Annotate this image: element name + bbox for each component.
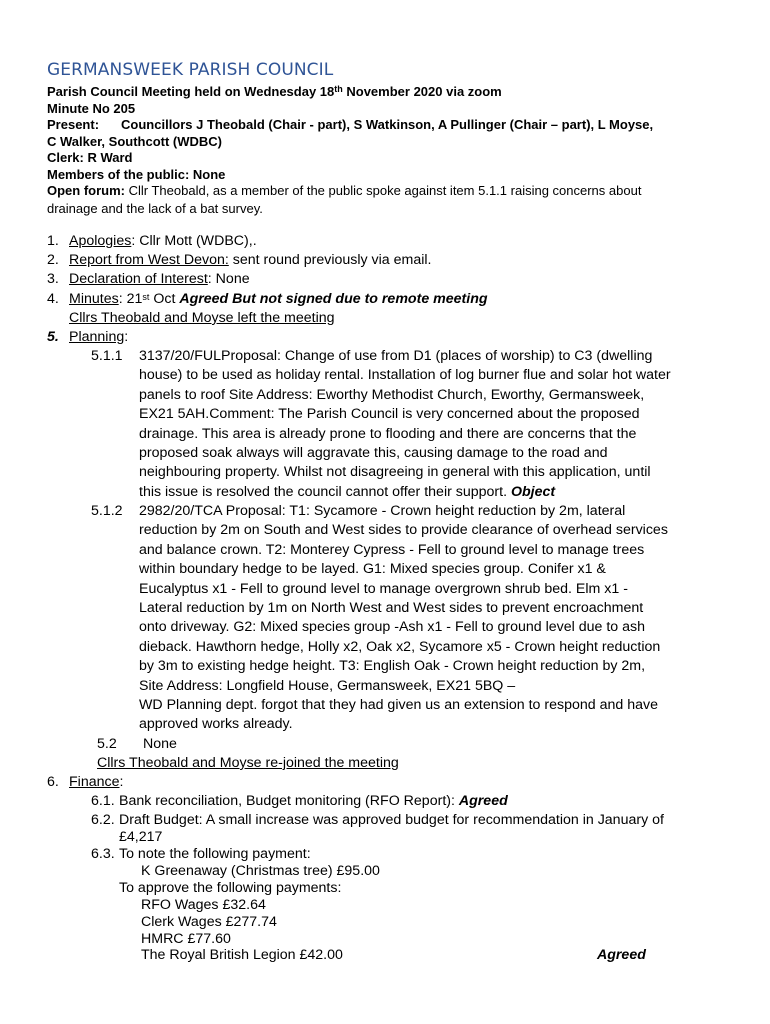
planning-512-text: 2982/20/TCA Proposal: T1: Sycamore - Crown height reduction by 2m, lateral reduction by 2m on South and West sides to provide clearance of overhead services and balance crown. T2: Monterey Cypress - Fell to ground level to manage trees within boundary hedge to be layed. G1: Mixed species group. Conifer x1 & Eucalyptus x1 - Fell to ground level to manage overgrown shrub bed. Elm x1 - Lateral reduction by 1m on North West and West sides to prevent encroachment onto driveway. G2: Mixed species group -Ash x1 - Fell to ground level due to ash dieback. Hawthorn hedge, Holly x2, Oak x2, Sycamore x5 - Crown height reduction by 3m to existing hedge height. T3: English Oak - Crown height reduction by 2m, Site Address: Longfield House, Germansweek, EX21 5BQ – WD Planning dept. forgot that they had given us an extension to respond and have approved works already. (139, 503, 668, 733)
item-number: 3. (47, 271, 59, 287)
finance-63-note: To note the following payment: (119, 846, 311, 862)
open-forum-line-2: drainage and the lack of a bat survey. (47, 201, 263, 216)
planning-52-text: None (143, 736, 177, 752)
item-apologies: Apologies: Cllr Mott (WDBC),. (69, 233, 257, 249)
finance-62-text: Draft Budget: A small increase was approved budget for recommendation in January of (119, 812, 664, 828)
left-meeting-note: Cllrs Theobald and Moyse left the meeting (69, 310, 335, 326)
open-forum-line: Open forum: Cllr Theobald, as a member of the public spoke against item 5.1.1 raising concerns about (47, 183, 642, 198)
finance-63-approve: To approve the following payments: (119, 880, 342, 896)
payment-item: HMRC £77.60 (141, 931, 231, 947)
subitem-number: 5.1.2 (91, 503, 123, 519)
rejoined-meeting-note: Cllrs Theobald and Moyse re-joined the meeting (97, 755, 399, 771)
subitem-number: 6.1. (91, 793, 115, 809)
item-planning: Planning: (69, 329, 129, 345)
noted-payment: K Greenaway (Christmas tree) £95.00 (141, 863, 380, 879)
item-number: 1. (47, 233, 59, 249)
meeting-line: Parish Council Meeting held on Wednesday 18th November 2020 via zoom (47, 84, 502, 99)
planning-511-text: 3137/20/FULProposal: Change of use from D1 (places of worship) to C3 (dwelling house) to be used as holiday rental. Installation of log burner flue and solar hot water panels to roof Site Address: Eworthy Methodist Church, Eworthy, Germansweek, EX21 5AH.Comment: The Parish Council is very concerned about the proposed drainage. This area is already prone to flooding and there are concerns that the proposed soak always will aggravate this, causing damage to the road and neighbouring property. Whilst not disagreeing in general with this application, until this issue is resolved the council cannot offer their support. Object (139, 348, 671, 500)
subitem-number: 5.1.1 (91, 348, 123, 364)
payment-item: The Royal British Legion £42.00 (141, 947, 343, 963)
subitem-number: 5.2 (97, 736, 117, 752)
item-number: 4. (47, 291, 59, 307)
item-declaration: Declaration of Interest: None (69, 271, 250, 287)
clerk-line: Clerk: R Ward (47, 150, 133, 165)
present-line-2: C Walker, Southcott (WDBC) (47, 134, 223, 149)
item-number: 5. (47, 329, 59, 345)
item-number: 2. (47, 252, 59, 268)
finance-61-text: Bank reconciliation, Budget monitoring (RFO Report): Agreed (119, 793, 508, 809)
payment-item: Clerk Wages £277.74 (141, 914, 277, 930)
item-finance: Finance: (69, 774, 124, 790)
minute-number: Minute No 205 (47, 101, 136, 116)
document-title: GERMANSWEEK PARISH COUNCIL (47, 60, 334, 80)
payment-item: RFO Wages £32.64 (141, 897, 266, 913)
item-minutes: Minutes: 21st Oct Agreed But not signed due to remote meeting (69, 291, 488, 307)
item-report: Report from West Devon: sent round previously via email. (69, 252, 432, 268)
present-line: Present: Councillors J Theobald (Chair - part), S Watkinson, A Pullinger (Chair – part), L Moyse, (47, 117, 654, 132)
finance-62-amount: £4,217 (119, 829, 163, 845)
subitem-number: 6.3. (91, 846, 115, 862)
public-line: Members of the public: None (47, 167, 226, 182)
subitem-number: 6.2. (91, 812, 115, 828)
object-verdict: Object (510, 483, 556, 500)
item-number: 6. (47, 774, 59, 790)
payments-agreed: Agreed (597, 947, 646, 963)
